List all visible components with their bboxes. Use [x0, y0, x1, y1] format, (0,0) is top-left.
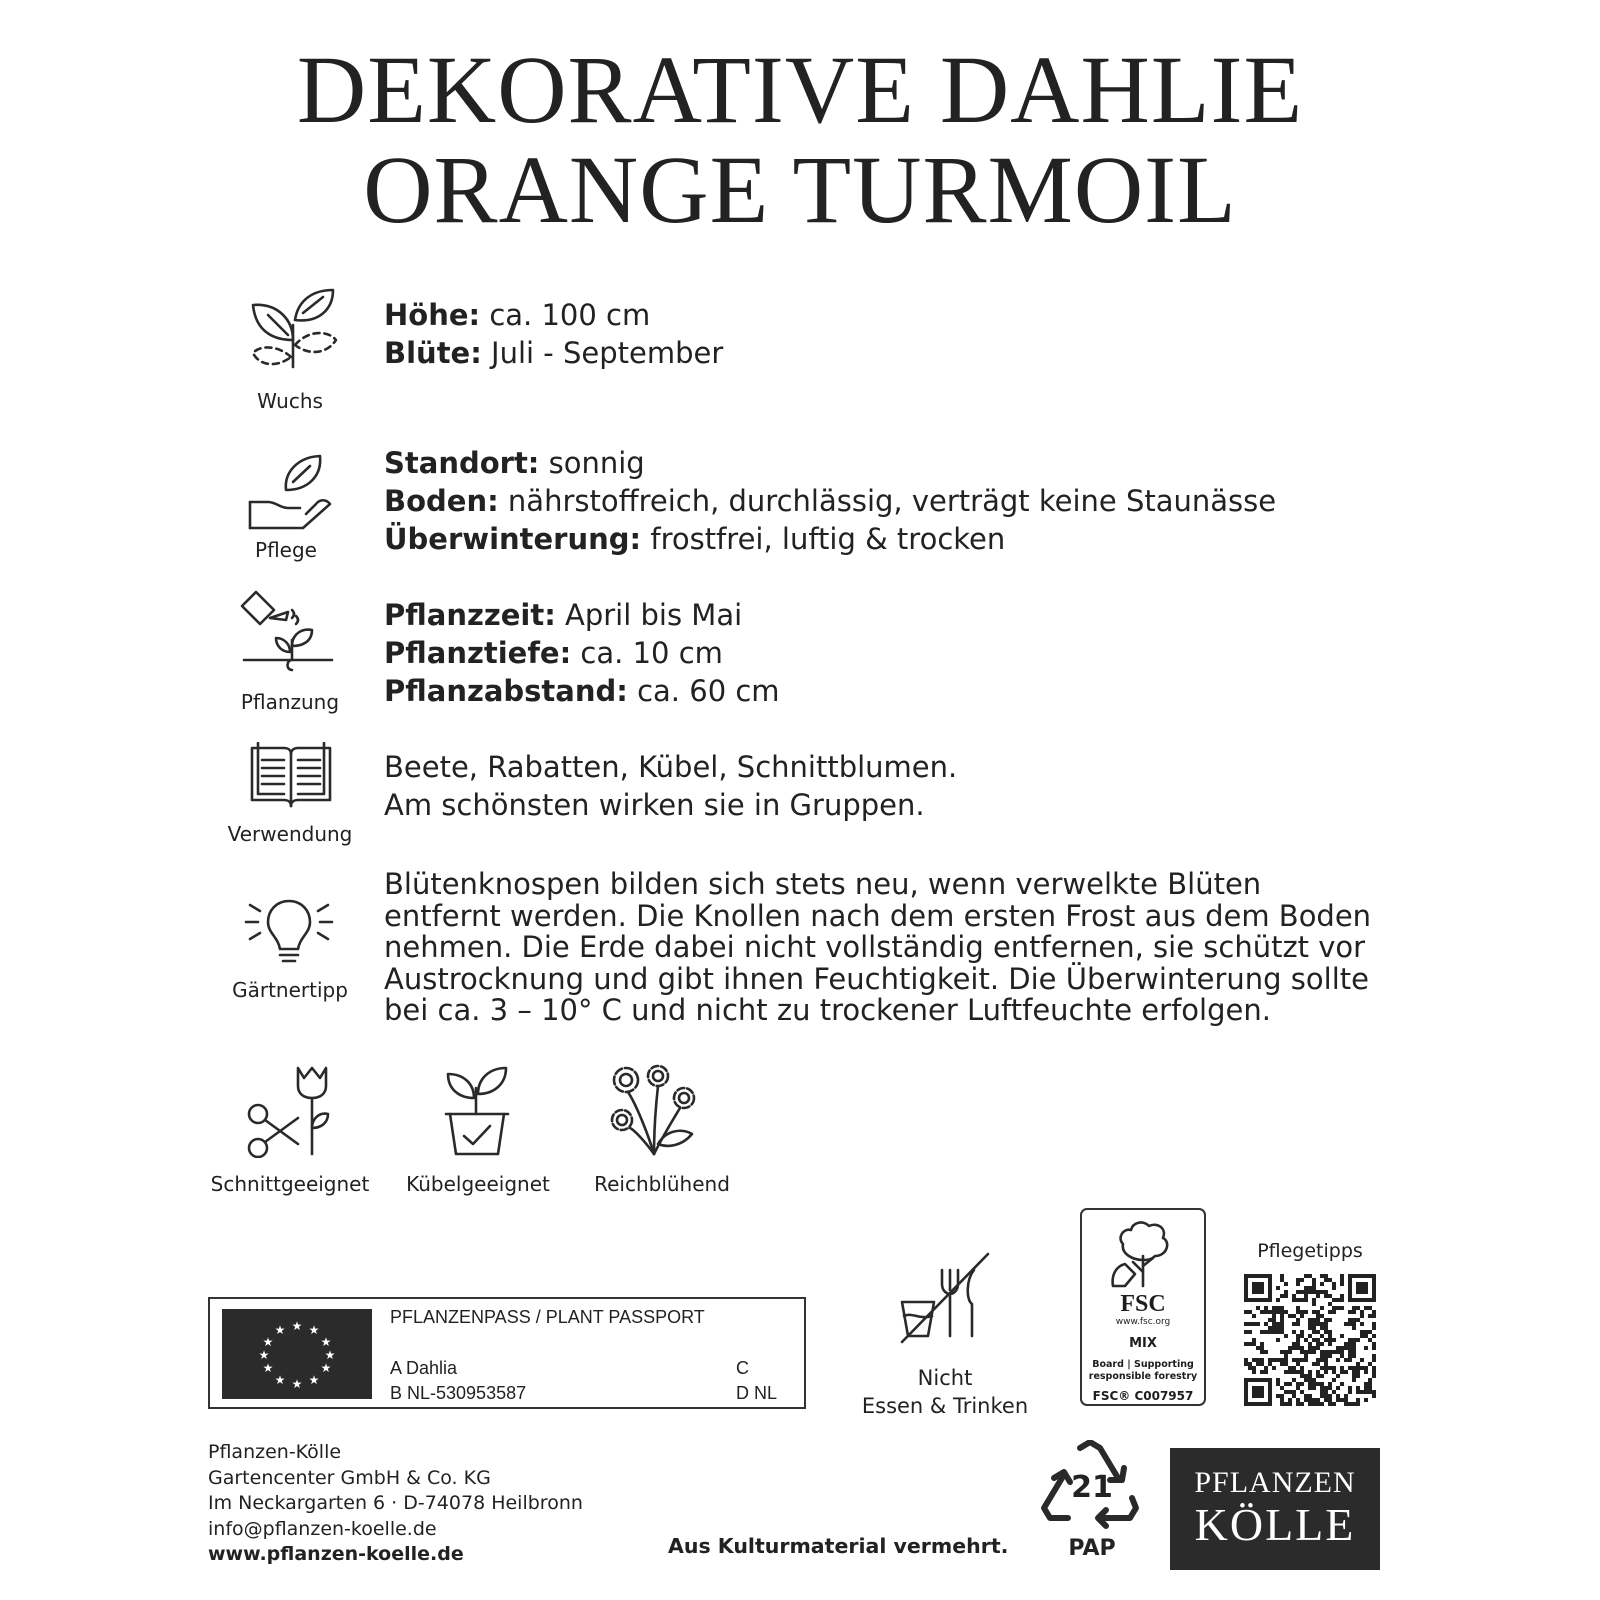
- svg-text:★: ★: [274, 1373, 286, 1387]
- row-value: ca. 60 cm: [627, 674, 780, 708]
- row-key: Pflanzzeit:: [384, 598, 556, 632]
- scissors-tulip-icon: [246, 1062, 336, 1162]
- row-value: Beete, Rabatten, Kübel, Schnittblumen.: [384, 750, 958, 784]
- passport-a: A Dahlia: [390, 1358, 458, 1378]
- row-label-wuchs: Wuchs: [257, 389, 323, 413]
- row-key: Standort:: [384, 446, 540, 480]
- row-key: Pflanzabstand:: [384, 674, 628, 708]
- feature-label-kuebelgeeignet: Kübelgeeignet: [406, 1172, 550, 1196]
- svg-text:★: ★: [262, 1335, 274, 1349]
- fsc-tree-icon: [1082, 1216, 1204, 1292]
- qr-label: Pflegetipps: [1257, 1240, 1363, 1262]
- address-line2: Gartencenter GmbH & Co. KG: [208, 1466, 491, 1489]
- no-food-drink-icon: [896, 1250, 992, 1350]
- fsc-brand: FSC: [1120, 1291, 1166, 1317]
- row-text-pflanzung: [384, 596, 780, 710]
- svg-text:★: ★: [324, 1348, 336, 1362]
- fsc-label: [1080, 1208, 1206, 1406]
- svg-text:★: ★: [262, 1361, 274, 1375]
- passport-heading: PFLANZENPASS / PLANT PASSPORT: [390, 1307, 705, 1327]
- recycling-material: PAP: [1068, 1536, 1116, 1561]
- kultur-note: Aus Kulturmaterial vermehrt.: [668, 1534, 1009, 1558]
- hand-leaf-icon: [248, 452, 334, 536]
- tip-line: bei ca. 3 – 10° C und nicht zu trockener Luftfeuchte erfolgen.: [384, 993, 1271, 1027]
- row-text-pflege: [384, 444, 1276, 558]
- logo-line1: PFLANZEN: [1194, 1466, 1356, 1499]
- fsc-desc2: responsible forestry: [1088, 1371, 1198, 1382]
- passport-c: C: [736, 1358, 749, 1378]
- tip-line: Austrocknung und gibt ihnen Feuchtigkeit. Die Überwinterung sollte: [384, 961, 1369, 996]
- flower-bouquet-icon: [608, 1064, 700, 1162]
- address-line1: Pflanzen-Kölle: [208, 1441, 342, 1463]
- passport-d: D NL: [736, 1383, 778, 1403]
- row-key: Boden:: [384, 484, 499, 518]
- qr-code-icon[interactable]: [1244, 1274, 1376, 1406]
- gaertnertipp-text: [384, 869, 1394, 1027]
- company-address: [208, 1440, 583, 1568]
- row-key: Überwinterung:: [384, 522, 642, 556]
- row-text-verwendung: [384, 748, 957, 824]
- address-line3: Im Neckargarten 6 · D-74078 Heilbronn: [208, 1492, 583, 1514]
- feature-label-schnittgeeignet: Schnittgeeignet: [210, 1172, 370, 1196]
- row-label-gaertnertipp: Gärtnertipp: [232, 978, 348, 1002]
- eu-flag-icon: [222, 1309, 372, 1399]
- svg-text:★: ★: [308, 1323, 320, 1337]
- row-key: Blüte:: [384, 336, 482, 370]
- row-value: ca. 10 cm: [571, 636, 723, 670]
- svg-text:★: ★: [320, 1335, 332, 1349]
- row-label-pflege: Pflege: [255, 538, 317, 562]
- fsc-site: www.fsc.org: [1115, 1317, 1171, 1327]
- fsc-desc1: Board | Supporting: [1092, 1359, 1194, 1370]
- svg-text:★: ★: [320, 1361, 332, 1375]
- feature-label-reichbluehend: Reichblühend: [594, 1172, 730, 1196]
- row-value: April bis Mai: [555, 598, 743, 632]
- row-key: Höhe:: [384, 298, 481, 332]
- not-edible-text: [840, 1364, 1050, 1420]
- product-title-line2: ORANGE TURMOIL: [363, 136, 1237, 243]
- watering-can-icon: [240, 590, 336, 684]
- svg-text:★: ★: [258, 1348, 270, 1362]
- product-title-line1: DEKORATIVE DAHLIE: [296, 36, 1304, 143]
- plant-passport: [208, 1297, 806, 1409]
- logo-line2: KÖLLE: [1194, 1499, 1356, 1550]
- recycling-number: 21: [1071, 1470, 1113, 1505]
- svg-text:★: ★: [274, 1323, 286, 1337]
- row-label-pflanzung: Pflanzung: [240, 690, 340, 714]
- tip-line: entfernt werden. Die Knollen nach dem ersten Frost aus dem Boden: [384, 898, 1372, 933]
- tip-line: Blütenknospen bilden sich stets neu, wenn verwelkte Blüten: [384, 867, 1262, 901]
- row-text-wuchs: [384, 296, 723, 372]
- light-bulb-icon: [244, 895, 334, 971]
- row-label-verwendung: Verwendung: [227, 822, 353, 846]
- pflanzen-koelle-logo: [1170, 1448, 1380, 1570]
- svg-text:★: ★: [291, 1319, 303, 1333]
- row-value: frostfrei, luftig & trocken: [641, 522, 1006, 556]
- potted-plant-check-icon: [440, 1062, 514, 1162]
- row-key: Pflanztiefe:: [384, 636, 572, 670]
- row-value: Juli - September: [481, 336, 724, 370]
- fsc-code: FSC® C007957: [1092, 1389, 1194, 1403]
- passport-b: B NL-530953587: [390, 1383, 527, 1403]
- svg-text:★: ★: [291, 1377, 303, 1391]
- row-value: sonnig: [539, 446, 645, 480]
- row-value: nährstoffreich, durchlässig, verträgt keine Staunässe: [498, 484, 1277, 518]
- address-website[interactable]: www.pflanzen-koelle.de: [208, 1543, 464, 1565]
- fsc-mix: MIX: [1129, 1336, 1157, 1351]
- address-email[interactable]: info@pflanzen-koelle.de: [208, 1517, 437, 1540]
- plant-growth-icon: [248, 285, 338, 379]
- svg-text:★: ★: [308, 1373, 320, 1387]
- row-value: Am schönsten wirken sie in Gruppen.: [384, 788, 925, 822]
- tip-line: nehmen. Die Erde dabei nicht vollständig entfernen, sie schützt vor: [384, 930, 1366, 964]
- not-edible-line2: Essen & Trinken: [861, 1394, 1029, 1418]
- not-edible-line1: Nicht: [917, 1366, 973, 1390]
- row-value: ca. 100 cm: [480, 298, 651, 332]
- open-book-icon: [250, 742, 332, 812]
